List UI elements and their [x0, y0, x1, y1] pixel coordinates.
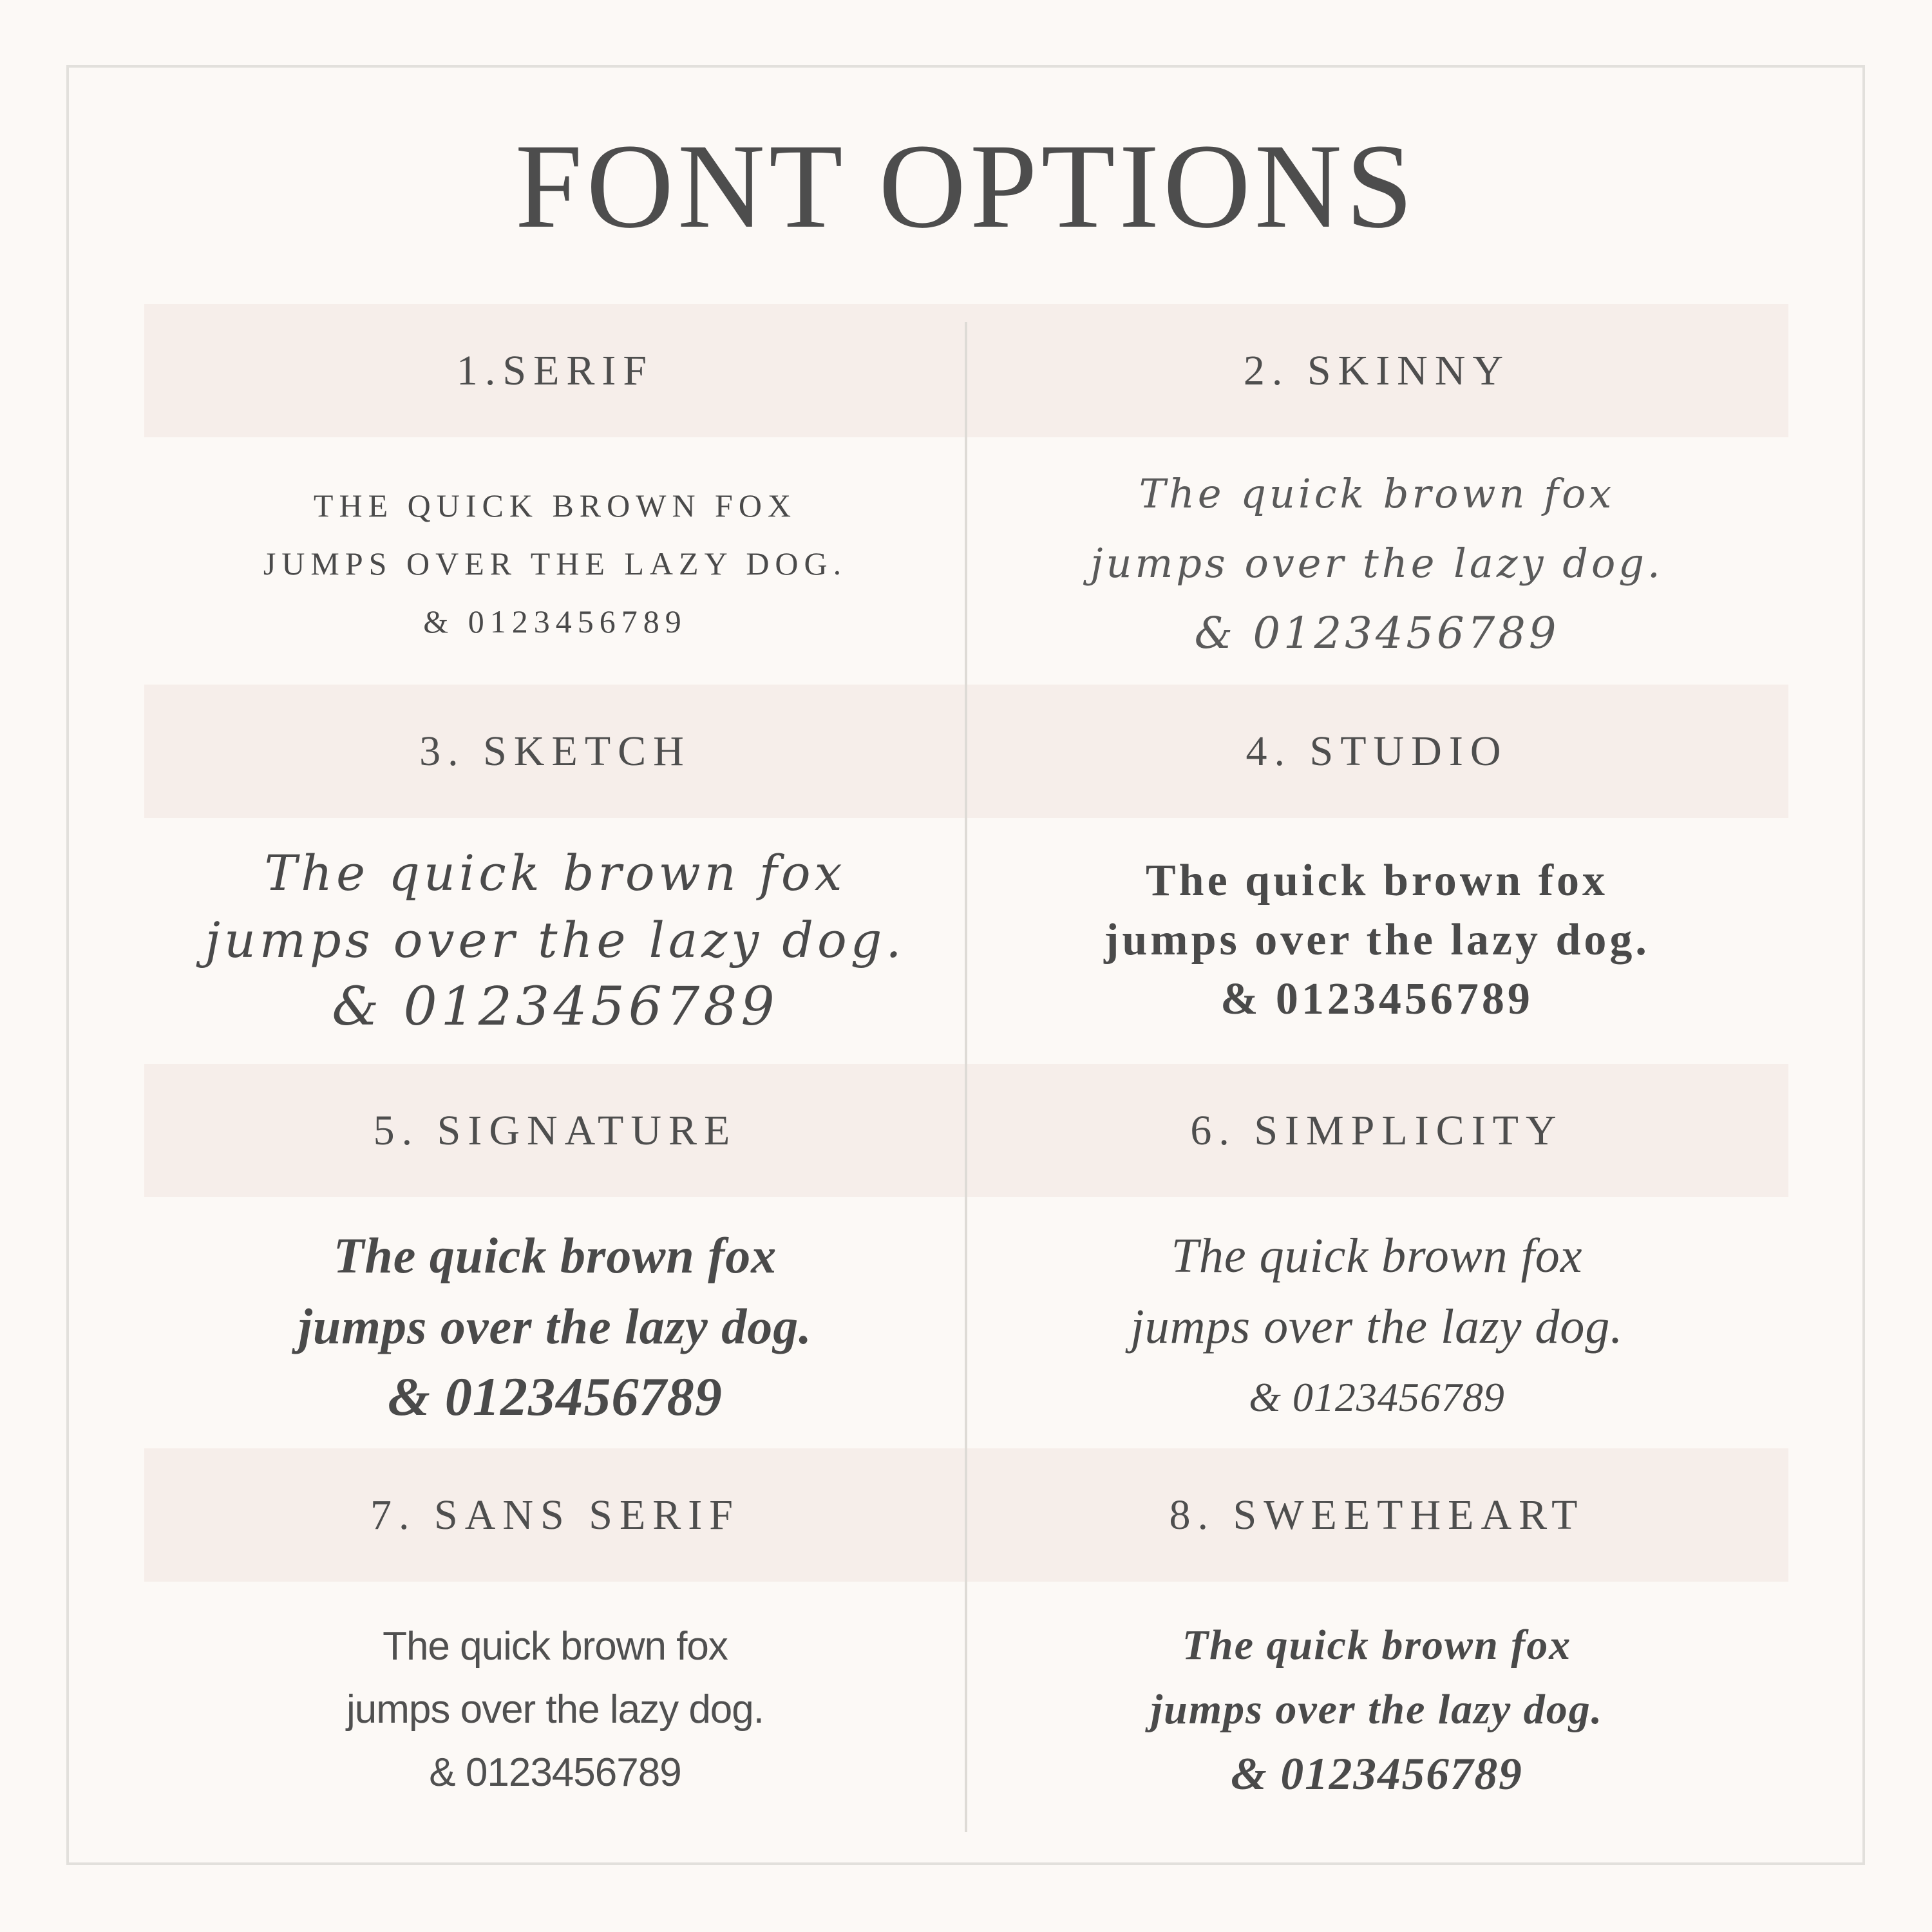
sample-line: & 0123456789	[1231, 1748, 1523, 1799]
option-3-sample	[144, 818, 966, 1063]
sample-line: THE QUICK BROWN FOX	[313, 488, 797, 524]
sample-line: JUMPS OVER THE LAZY DOG.	[263, 545, 848, 582]
sample-line: The quick brown fox	[1171, 1229, 1583, 1283]
sample-line: The quick brown fox	[383, 1624, 728, 1669]
sample-line: jumps over the lazy dog.	[1090, 540, 1663, 587]
option-6-label: 6. SIMPLICITY	[1190, 1106, 1564, 1154]
sample-line: jumps over the lazy dog.	[205, 911, 905, 969]
option-8-label: 8. SWEETHEART	[1169, 1491, 1585, 1539]
option-1-label: 1.SERIF	[456, 346, 654, 394]
sample-line: & 0123456789	[1220, 974, 1533, 1024]
sample-line: & 0123456789	[1194, 608, 1560, 658]
option-3-label: 3. SKETCH	[419, 727, 691, 775]
sample-line: & 0123456789	[332, 976, 779, 1037]
option-1-sample	[144, 441, 966, 686]
sample-line: The quick brown fox	[1139, 470, 1615, 517]
sample-line: jumps over the lazy dog.	[1150, 1686, 1604, 1733]
sample-line: & 0123456789	[1249, 1374, 1505, 1420]
sample-line: jumps over the lazy dog.	[1130, 1300, 1624, 1354]
page-title: FONT OPTIONS	[515, 118, 1417, 253]
option-6-sample	[966, 1204, 1788, 1449]
sample-line: jumps over the lazy dog.	[298, 1298, 812, 1354]
option-8-sample	[966, 1587, 1788, 1832]
sample-line: & 0123456789	[429, 1750, 681, 1795]
option-5-sample	[144, 1204, 966, 1449]
option-7-sample	[144, 1587, 966, 1832]
sample-line: The quick brown fox	[333, 1227, 777, 1283]
option-4-label: 4. STUDIO	[1245, 727, 1508, 775]
sample-line: jumps over the lazy dog.	[1104, 915, 1650, 965]
option-2-sample	[966, 441, 1788, 686]
sample-line: & 0123456789	[423, 603, 687, 639]
sample-line: & 0123456789	[388, 1367, 723, 1427]
sample-line: The quick brown fox	[264, 844, 846, 902]
sample-line: The quick brown fox	[1145, 856, 1609, 905]
sample-line: The quick brown fox	[1182, 1622, 1572, 1669]
option-2-label: 2. SKINNY	[1243, 346, 1511, 394]
option-4-sample	[966, 818, 1788, 1063]
sample-line: jumps over the lazy dog.	[346, 1687, 764, 1732]
option-5-label: 5. SIGNATURE	[373, 1106, 737, 1154]
option-7-label: 7. SANS SERIF	[370, 1491, 740, 1539]
